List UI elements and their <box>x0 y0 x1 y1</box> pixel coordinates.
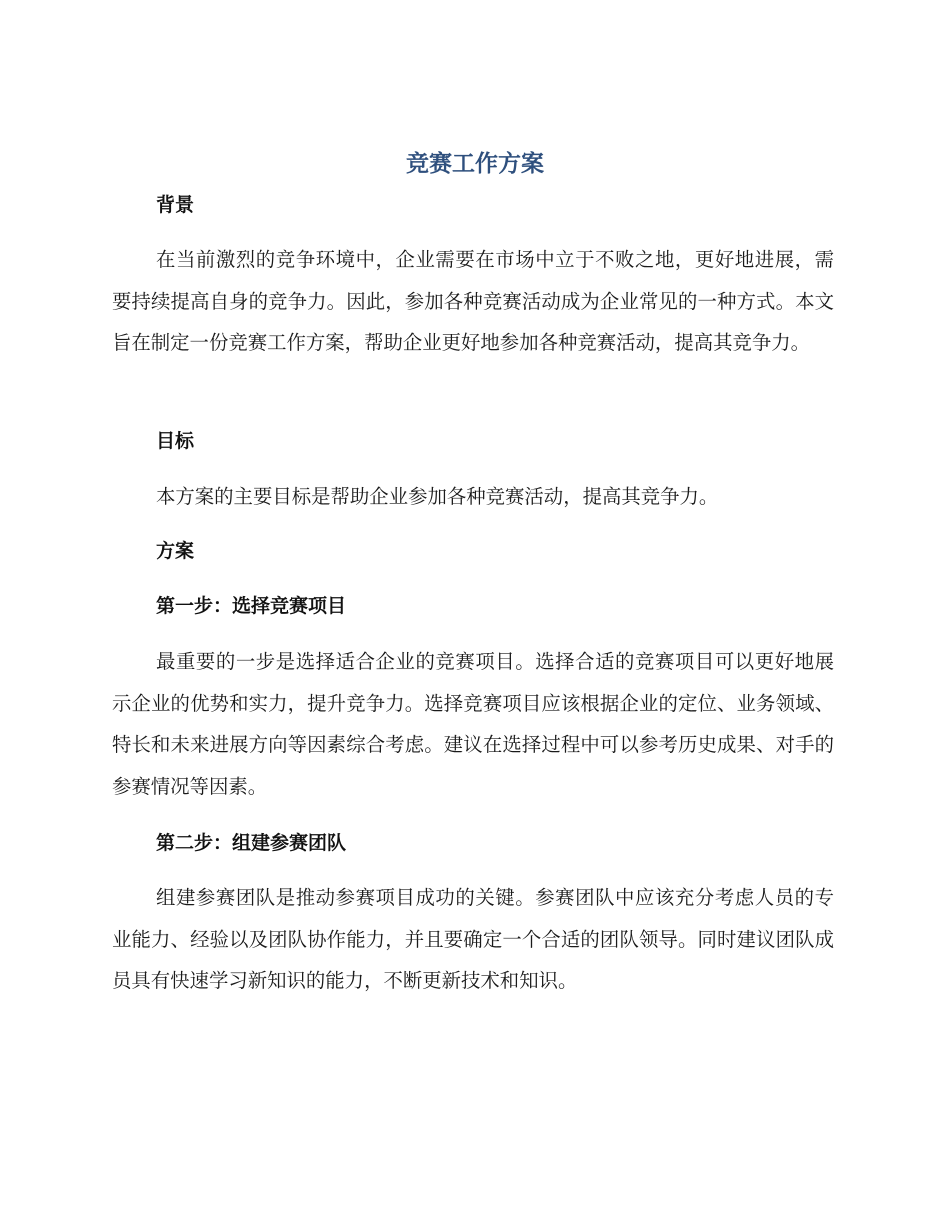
section-heading-background: 背景 <box>156 194 195 216</box>
section-heading-step-two: 第二步：组建参赛团队 <box>156 832 347 854</box>
section-heading-plan: 方案 <box>156 540 195 562</box>
section-paragraph-step-two: 组建参赛团队是推动参赛项目成功的关键。参赛团队中应该充分考虑人员的专业能力、经验以及团队协作能力，并且要确定一个合适的团队领导。同时建议团队成员具有快速学习新知识的能力，不断更新技术和知识。 <box>112 886 834 992</box>
document-title: 竞赛工作方案 <box>406 151 544 177</box>
section-paragraph-step-one: 最重要的一步是选择适合企业的竞赛项目。选择合适的竞赛项目可以更好地展示企业的优势和实力，提升竞争力。选择竞赛项目应该根据企业的定位、业务领域、特长和未来进展方向等因素综合考虑。建议在选择过程中可以参考历史成果、对手的参赛情况等因素。 <box>112 650 834 798</box>
section-heading-step-one: 第一步：选择竞赛项目 <box>156 595 347 617</box>
section-paragraph-goal: 本方案的主要目标是帮助企业参加各种竞赛活动，提高其竞争力。 <box>156 485 719 508</box>
section-heading-goal: 目标 <box>156 430 195 452</box>
section-paragraph-background: 在当前激烈的竞争环境中，企业需要在市场中立于不败之地，更好地进展，需要持续提高自身的竞争力。因此，参加各种竞赛活动成为企业常见的一种方式。本文旨在制定一份竞赛工作方案，帮助企业更好地参加各种竞赛活动，提高其竞争力。 <box>112 248 834 354</box>
